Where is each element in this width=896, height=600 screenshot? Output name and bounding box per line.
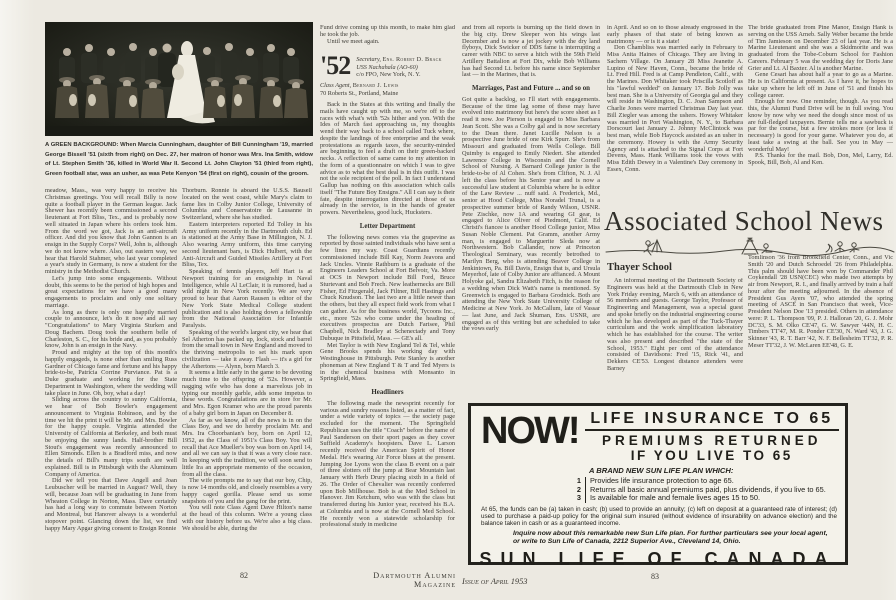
ad-item-text: Returns all basic annual premiums paid, plus dividends, if you live to 65. [590, 484, 826, 494]
left-page-column-2 [182, 188, 312, 563]
paragraph: Proud and mighty at the top of this month's happily engageds, is none other than smiling Russ Gardner of Chicago fame and fortune and his happy bride-to-be, Patricia Corrine Purviance. Pat is a Duke graduate and working for the State Department in Washington, where the wedding will take place in June. Oh, boy, what a day! [45, 349, 177, 397]
paragraph: The following news comes via the grapevine as reported by those sainted individuals who have sent a few lines my way. Coast Guardians recently commissioned include Bill Kay, Norm Jeavons and Jack Uncles. Vinnie Rathburn is a graduate of the Engineers Leaders School at Fort Belvoir, Va. More at OCS in Newport include Bill Ford, Bruce Sturtevant and Bob Frech. New leathernecks are Bill Fisher, Ed Fitzgerald, Jack Filtner, Bill Hastings and Chuck Knudson. The last two are a little newer than the others, but they all expect field work from what I can gather. As for the business world, Tycoons Inc., etc., more '52s who come under the heading of executives prospectus are Dutch Farisee, Phil Chapbell, Nick Bradley at Schenectady and Tony Dubuque in Pittsfield, Mass. — GE's all. [320, 233, 455, 342]
paragraph: Until we meet again. [327, 37, 380, 45]
class-agent-block [320, 82, 455, 97]
secretary-name: Ens. Robert D. Brack [382, 56, 442, 64]
wedding-group-photo [45, 22, 313, 136]
column-3-intro [320, 25, 455, 45]
ad-plan-item [571, 494, 845, 503]
agent-label: Class Agent, [320, 82, 352, 90]
paragraph: You will note Class Agent Dave Hilton's name at the head of this column. We're a young class with our history before us. We're also a big class. We should be able, during the [182, 504, 312, 532]
ad-item-number: 3 [571, 494, 586, 503]
paragraph: It seems a little early in the game to be devoting much time to the offspring of '52s. However, a nagging wife who has done a marvelous job in typing our monthly garble, adds some impetus to these words. Congratulations are in store for Mr. and Mrs. Egon Kramer who are the proud parents of a baby girl born in Japan on December 8. [182, 369, 312, 417]
column-4-intro [462, 25, 600, 79]
sun-life-brand: SUN LIFE OF CANADA [479, 548, 837, 569]
secretary-ship: USS Nachahala (AO-60) [356, 63, 418, 71]
ad-header [471, 406, 845, 463]
marriages-heading: Marriages, Past and Future ... and so on [472, 85, 590, 92]
issue-date-footer: Issue of April 1953 [462, 577, 528, 586]
paragraph: Enough for now. One reminder, though. As you read this, the Alumni Fund Drive will be in full swing. You know by now why we need the dough since most of us are full-fledged taxpayers. Bernie tells me a sawbuck is par for the course, but a few strokes more (or less if necessary) is good for your game. Whatever you do, at least take a swing at the ball. See you in May — wonderful May! [748, 98, 893, 153]
sun-life-advertisement [468, 403, 848, 569]
paragraph: Speaking of tennis players, Jeff Hart is at Newport training for an ensignship in Naval Intelligence, while Al LeClair, it is rumored, had a wild night in New York recently. We are very proud to hear that Aaron Rausen is editor of the New York State Medical College student publication and is also holding down a fellowship from the National Association for Infantile Paralysis. [182, 268, 312, 329]
paragraph: Tomlinson '36 from Brookfield Center, Conn., and Vic Smith '20 and Dutch Schroedel '26 from Philadelphia. This palm should have been won by Commander Phil Coykendall '28 USN(CEC) who made two attempts by air from Newport, R. I., and finally arrived by train a half hour after the meeting adjourned. In the absence of President Gus Ayers '07, who attended the spring meeting of ASCE in San Francisco that week, Vice-President Nelson Doe '13 presided. Others in attendance were: P. L. Thompson '09, P. J. Halloran '20, G. J. Mohr DC'33, S. M. Olko CE'47, G. W. Sawyer '44N, H. C. Timbers TT'47, M. R. Ponder CE'30, N. Ward '43, J. G. Skinner '43, R. T. Barr '42, N. F. Bellesheim TT'32, P. R. Meser TT'32, J. W. McLaren EE'48, G. E. [748, 255, 893, 349]
paragraph: Got quite a backlog, so I'll start with engagements. Because of the time lag some of these may have evolved into matrimony but here's the score sheet as I read it now. Joe Pierson is engaged to Miss Barbara Jean Scott. She was a Colby gal and is now secretary to the Dean there. Janet Lucille Nelson is a prospective June bride of one Kirk Spurr. She's from Missouri and graduated from Wells College. Bill Quimby is engaged to Emily Niedert. She attended Lawrence College in Wisconsin and the Cornell School of Nursing. A Barnard College junior is the bride-to-be of Al Cohen. She's from Clifton, N. J. Al left the class before his Senior year and is now a successful law student at Columbia where he is editor of the Law Review ... nuff said. A Frederick, Md., senior at Hood College, Miss Noradel Trunal, is a prospective summer bride of Randy Wilson, USNR. Pete Zischke, now 1A and wearing GI gear, is engaged to Alice Oliver of Piedmont, Calif. Ed Christi's fiancee is another Hood College junior, Miss Susan Noble Clement. Pat Gramm, another Army man, is engaged to Marguerite Sleda now at Northwestern. Bob Callander, now at Princeton Theological Seminary, was recently betrothed to Marilyn Berg, who is attending Beaver College in Jenkintown, Pa. Bill Davis, Ensign that is, and Ursula Meyerhof, late of Colby Junior are affianced. A Mount Holyoke gal, Sandra Elizabeth Fitch, is the reason for a wedding when Dick Watt's name is mentioned. Sy Greenwich is engaged to Barbara Grodnick. Both are attending the New York State University College of Medicine at New York. Jo McCallum, late of Vassar — last June, and Jack Shuman, Ens. USNR, are engaged as of this writing but are scheduled to take the vows early [462, 95, 600, 333]
paragraph: meadow, Mass., was very happy to receive his Christmas greetings. You will recall Billy is now quite a football player in the German league. Jack Shewer has recently been commissioned a second lieutenant at Fort Bliss, Tex., and is probably now well situated in Japan where his orders took him. From the word we got, Jack is an anti-aircraft officer. And did you know that John Gannon is an ensign in the Supply Corps? Well, John is, although we do not know where. Also, out eastern way, we hear that Harold Stahmer, who last year completed a year's study in Germany, is now a student for the ministry in the Methodist Church. [45, 188, 177, 275]
paragraph: As far as we know, all of the news is in on the Class Boy, and we do hereby proclaim Mr. and Mrs. Ira Choorbanian's boy, born on April 12, 1952, as the Class of 1951's Class Boy. You will recall that Ace Mueller's boy was born on April 14, and all we can say is that it was a very close race. In keeping with the tradition, we will soon send to little Ira an appropriate memento of the occasion, from all the class. [182, 416, 312, 478]
ad-item-text: Provides life insurance protection to age 65. [590, 476, 734, 485]
right-page-column-5 [607, 25, 743, 197]
paragraph: and from all reports is burning up the field down in the big city. Drew Sleeper won his wings last December and is now a jet jockey with the dry land flyboys, Dick Swicker of DDS fame is interrupting a career with NBC to serve a hitch with the 59th Field Artillery Battalion at Fort Dix, while Bob Williams has had Second Lt. before his name since September last — in the Marines, that is. [462, 25, 600, 79]
secretary-label: Secretary, [356, 56, 381, 64]
class-secretary-block [356, 54, 442, 79]
paragraph: Eastern interpreters reported Ed Tolley in his Army uniform recently in the Dartmouth club. Ed is stationed at the Army Base in Millington, N. J. Also wearing Army uniform, this time carrying second lieutenant bars, is Dick Hulbert, with the Anti-Aircraft and Guided Missiles Artillery at Fort Bliss, Tex. [182, 220, 312, 269]
paragraph: P.S. Thanks for the mail. Bob, Don, Mel, Larry, Ed. Spook, Bill, Bob, Al and Ken. [748, 152, 893, 166]
ad-now-text: NOW! [481, 410, 579, 452]
column-3-body-1 [320, 102, 455, 217]
ad-body-text: At 65, the funds can be (a) taken in cash; (b) used to provide an annuity; (c) left on deposit at a guaranteed rate of interest; (d) used to purchase a paid-up policy for the original sum insured (without evidence of insurability on advance election) and the balance taken in cash or as a guaranteed income. [481, 505, 837, 528]
paragraph: Met Taylor is with New England Tel & Tel, while Gene Brooks spends his working day with Westinghouse in Pittsburgh. Pete Stanley is another phoneman at New England T & T and Ted Myers is in the chemical business with Monsanto in Springfield, Mass. [320, 341, 455, 383]
right-page-column-4 [462, 25, 600, 397]
column-3-body-2 [320, 235, 455, 384]
class-52-header [320, 51, 455, 97]
magazine-title-footer: Dartmouth Alumni Magazine [373, 571, 456, 589]
column-3-body-3 [320, 401, 455, 529]
wedding-photo-art [45, 22, 313, 136]
photo-caption: A GREEN BACKGROUND: When Marcia Cunningham, daughter of Bill Cunningham '19, married George Bissell '51 (sixth from right) on Dec. 27, her matron of honor was Mrs. Ina Smith, widow of Lt. Stephen Smith '36, killed in World War II. Second Lt. John Clayton '51 (third from right), Green football star, was an usher, as was Pete Kenyon '54 (first on right), cousin of the groom. [45, 142, 313, 177]
ad-item-number: 1 [571, 477, 586, 486]
ad-headline-1: LIFE INSURANCE TO 65 [585, 406, 839, 431]
right-page-number: 83 [651, 572, 659, 581]
ad-item-number: 2 [571, 486, 586, 495]
thayer-school-heading: Thayer School [607, 262, 672, 273]
left-page-number: 82 [240, 571, 248, 580]
paragraph: The bride graduated from Pine Manor, Ensign Hank is serving on the USS Arneb. Sally Weber became the bride of Tim Jamieson on December 23 of last year. He is a Marine Lieutenant and she was a Skidmorite and was graduated from the Tobe-Coburn School for Fashion Careers. February 5 was the wedding day for Doris Jane Grier and Lt. Al Baxter. Al is another Marine. [748, 25, 893, 72]
ad-item-text: Is available for male and female lives ages 15 to 50. [590, 493, 761, 503]
agent-name: Bernard J. Lewis [352, 82, 399, 90]
paragraph: Gene Cesari has about half a year to go as a Marine. He is in California at present. As I have it, he hopes to take up where he left off in June of '51 and finish his college career. [748, 71, 893, 99]
paragraph: The following made the newsprint recently for various and sundry reasons listed, as a matter of fact, under a wide variety of topics — the society page excluded for the moment. The Springfield Republican uses the title "Coach" before the name of Paul Sanderson on their sport pages as they cover Suffield Academy's hoopsters. Dave L. Larson recently received the American Spirit of Honor Medal. He's wearing Air Force blues at the present. Jumping Joe Lyons won the class B event on a pair of three slotters off the jump at Bear Mountain last January with Herb Drury placing sixth in a field of 26. The Order of Chevalier was recently conferred upon Bob Millhouse. Bob is at the Med School in Hanover. Jim Ketchum, who was with the class but transferred during his Junior year, received his B.A. at Columbia and is now at the Cornell Med School. He recently won a statewide scholarship for professional study in medicine [320, 399, 455, 529]
headliners-heading: Headliners [371, 389, 404, 397]
left-page-column-1 [45, 188, 177, 563]
right-page-column-6 [748, 25, 893, 197]
ad-plan-intro: A BRAND NEW SUN LIFE PLAN WHICH: [589, 466, 734, 475]
ad-headline-2: PREMIUMS RETURNED [602, 433, 822, 448]
column-4-body [462, 97, 600, 333]
paragraph: Let's jump into some engagements. Without doubt, this seems to be the period of high hopes and great expectations for we have a good many engagements to proclaim and only one solitary marriage. [45, 274, 177, 309]
paragraph: Back in the States at this writing and finally the mails have caught up with me, so we're off to the races with what's with '52s hither and yon. With the Ides of March fast approaching us, my thoughts wend their way back to a school called Tuck where, despite the landings of free enterprise and the weak protestations as regards taxes, the security-minded are beginning to feel a draft on their green-backed necks. A reflection of same came to my attention in the form of a questionnaire on which I was to give advice as to what the best deal is in this outfit. I was not the sole recipient of the poll. In fact I understand Gallup has nothing on this association which calls itself "The Future Boy Ensigns." All I can say is their fate, despite interrogation directed at those of us already in the service, is in the hands of greater powers. Nevertheless, good luck, Hucksters. [320, 101, 455, 217]
paragraph: Did we tell you that Dave Angell and Joan Leubuscher will be married in August? Well, they will, because Joan will be graduating in June from Wheaton College in Norton, Mass. Dave certainly has had a long way to commute between Norton and Montreal, but Hanover always is a wonderful stopover point. Glancing down the list, we find happy Mary Apgar giving consent to Ensign Ronnie [45, 477, 177, 532]
ad-cta-text: Inquire now about this remarkable new Sun Life plan. For further particulars see your local agent, or write to Sun Life of Canada, 2212 Superior Ave., Cleveland 14, Ohio. [513, 530, 828, 545]
secretary-fpo: c/o FPO, New York, N. Y. [356, 71, 421, 79]
paragraph: Speaking of the world's largest city, we hear that Sel Atherton has packed up, lock, stock and barrel from the small town in New England and moved to the thriving metropolis to set his mark upon civilization — take it away. Flash — it's a girl for the Athertons — Alynn, born March 3. [182, 328, 312, 370]
letter-department-heading: Letter Department [359, 222, 416, 230]
paragraph: An informal meeting of the Dartmouth Society of Engineers was held at the Dartmouth Club in New York Friday evening, March 6, with an attendance of 56 members and guests. George Taylor, Professor of Engineering and Management, was a special guest and spoke briefly on the industrial engineering course which he has developed as part of the Tuck-Thayer curriculum and the work simplification laboratory which he has established for the course. The writer was also present and described "the state of the School, 1953." Eight per cent of the attendance consisted of Davidsons: Fred '15, Rick '41, and Dekkers CE'53. Longest distance attenders were Barney [607, 278, 743, 372]
paragraph: As long as there is only one happily married couple to announce, let's do it now and all say "Congratulations" to Mary Virginia Sturken and Doug Bachem. Doug took the southern belle of Charleston, S. C., for his bride and, as you probably know, John is an ensign in the Navy. [45, 308, 177, 350]
agent-address: 70 Roberts St., Portland, Maine [320, 89, 399, 97]
paragraph: The wife prompts me to say that our boy, Chip, is now 14 months old, and closely resembles a very happy caged gorilla. Please send us some snapshots of you and the gang for the print. [182, 477, 312, 505]
paragraph: Thorburn. Ronnie is aboard the U.S.S. Bausell located on the west coast, while Mary's claim to fame lies in Colby Junior College, University of Columbia and Conservatoire de Lausanne in Switzerland, where she has studied. [182, 188, 312, 221]
paragraph: Sliding across the country to sunny California, we hear of Bob Bowler's engagement announcement to Virginia Robinson, and by the time we hit the print it will be Mr. and Mrs. Bowler for the happy couple. Virginia attended the University of California at Berkeley, and both must be enjoying the sunny lands. Half-brother Bill Stout's engagement was recently announced to Ellen Simonds. Ellen is a Bradford miss, and now the details of Bill's many trips south are well explained. Bill is in Pittsburgh with the Aluminum Company of America. [45, 396, 177, 478]
ad-plan-items [571, 477, 845, 503]
associated-school-news-title: Associated School News [604, 206, 884, 236]
paragraph: Fund drive coming up this month, to make him glad he took the job. [320, 25, 455, 38]
left-page-column-3 [320, 25, 455, 565]
ad-headline-3: IF YOU LIVE TO 65 [630, 448, 793, 463]
paragraph: Don Chambliss was married early in February to Miss Anita Haines of Chicago. They are living in Sachem Village. On January 28 Miss Jeanette A. Lupino of New Haven, Conn., became the bride of Lt. Fred Hill. Fred is at Camp Pendleton, Calif., with the Marines. Don Whitaker took Priscilla Scotloff as his "lawful wedded" on January 17. Bob Jolly was best man. She is a University of Georgia gal and they will reside in Washington, D. C. Joan Sampson and Charlie Jones were married Christmas Day last year. Bill Ziegler was among the ushers. Howey Whitaker was married in Port Washington, N. Y., to Barbara Dorscourt last January 2. Johnny McClintock was best man, while Bob Haycock assisted as an usher in the ceremony. Howey is with the Army Security Agency and is attached to the Signal Corps at Fort Devens, Mass. Hank Williams took the vows with Miss Edith Dewey in a Valentine's Day ceremony in Essex, Conn. [607, 44, 743, 173]
thayer-column-b [748, 255, 893, 398]
class-year-numeral: '52 [320, 51, 351, 81]
thayer-column-a [607, 278, 743, 398]
paragraph: in April. And so on to those already engrossed in the early phases of that state of being known as matrimony — or is it a state! [607, 25, 743, 45]
